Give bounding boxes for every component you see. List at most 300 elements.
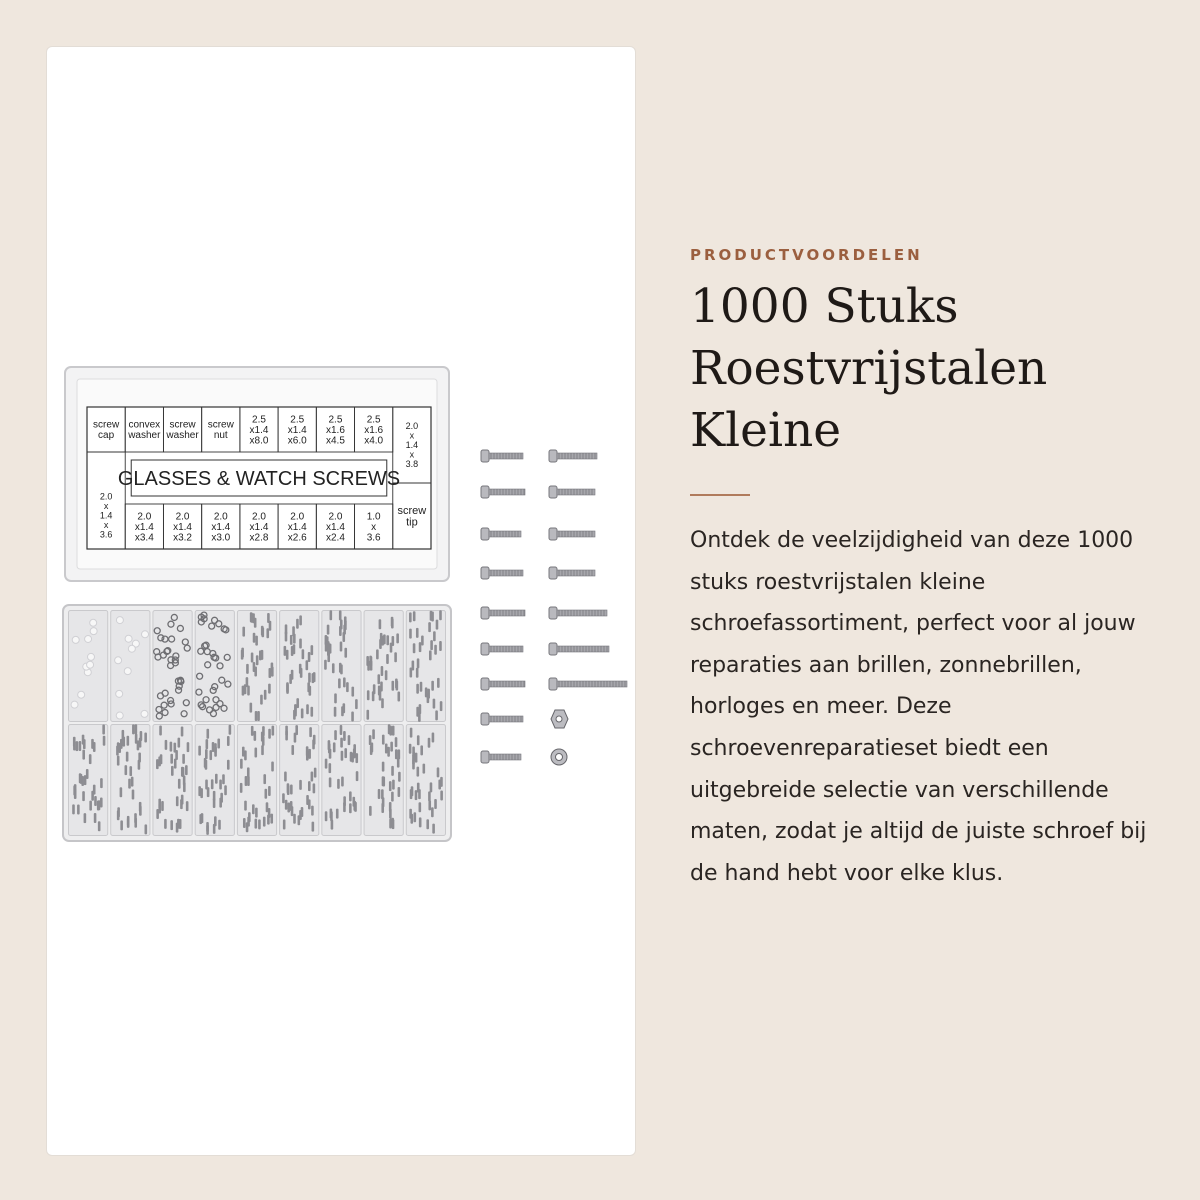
screw-piece [309,686,312,696]
screw-piece [389,781,392,791]
screw-cap-piece [142,631,149,638]
screw-piece [341,706,344,716]
screw-piece [129,766,132,776]
screw-piece [82,750,85,760]
screw-piece [423,764,426,774]
screw-piece [286,650,289,660]
screw-piece [298,815,301,825]
screw-piece [369,806,372,816]
screw-piece [330,610,333,620]
screw-piece [285,624,288,634]
screw-piece [391,681,394,691]
screw-piece [427,693,430,703]
screw-piece [82,735,85,745]
screw-piece [212,742,215,752]
screw-piece [355,753,358,763]
screw-piece [398,787,401,797]
screw-piece [261,745,264,755]
screw-piece [229,725,232,735]
screw-piece [341,776,344,786]
screw-piece [430,782,433,792]
screw-piece [206,729,209,739]
screw-piece [436,620,439,630]
screw-piece [311,645,314,655]
label-cell-text: 1.0 x 3.6 [366,511,381,544]
screw-piece [264,690,267,700]
label-cell-text: screw washer [166,419,199,441]
screw-piece [419,642,422,652]
label-cell-text: screw nut [207,419,234,441]
sample-screw-shaft [489,610,525,616]
screw-piece [367,690,370,700]
screw-piece [222,774,225,784]
sample-screw-head [549,528,557,540]
screw-piece [170,742,173,752]
screw-piece [349,803,352,813]
screw-piece [306,704,309,714]
screw-piece [144,732,147,742]
screw-piece [243,818,246,828]
screw-piece [240,759,243,769]
screw-piece [102,725,105,735]
screw-piece [379,619,382,629]
screw-piece [224,785,227,795]
screw-piece [410,728,413,738]
screw-piece [332,663,335,673]
screw-piece [351,752,354,762]
screw-piece [178,779,181,789]
screw-piece [413,643,416,653]
screw-piece [299,780,302,790]
screw-piece [179,819,182,829]
tray-compartment [111,611,150,722]
screw-piece [397,758,400,768]
screw-piece [253,633,256,643]
screw-piece [308,673,311,683]
screw-piece [267,613,270,623]
screw-piece [327,625,330,635]
screw-piece [292,626,295,636]
screw-piece [426,819,429,829]
screw-piece [344,648,347,658]
screw-piece [286,682,289,692]
screw-piece [252,804,255,814]
screw-piece [263,774,266,784]
screw-kit-image [47,47,635,1155]
screw-piece [245,776,248,786]
screw-piece [324,660,327,670]
screw-piece [79,773,82,783]
screw-cap-piece [85,635,92,642]
screw-piece [140,731,143,741]
screw-piece [252,613,255,623]
screw-piece [379,639,382,649]
screw-piece [180,799,183,809]
screw-piece [308,749,311,759]
screw-piece [254,731,257,741]
screw-piece [372,729,375,739]
screw-cap-piece [87,653,94,660]
screw-piece [421,635,424,645]
screw-piece [244,684,247,694]
screw-piece [299,638,302,648]
sample-screw-head [481,567,489,579]
screw-piece [214,816,217,826]
screw-piece [340,619,343,629]
screw-piece [385,670,388,680]
screw-piece [416,628,419,638]
screw-piece [295,725,298,735]
screw-piece [84,775,87,785]
screw-piece [290,635,293,645]
screw-piece [419,704,422,714]
screw-piece [371,742,374,752]
screw-piece [334,693,337,703]
screw-piece [409,629,412,639]
screw-cap-piece [90,619,97,626]
screw-piece [120,820,123,830]
sample-screw-head [481,713,489,725]
screw-piece [334,707,337,717]
screw-piece [176,796,179,806]
screw-piece [308,652,311,662]
screw-piece [343,802,346,812]
screw-piece [241,650,244,660]
screw-piece [76,741,79,751]
screw-piece [308,799,311,809]
screw-piece [391,766,394,776]
screw-piece [351,687,354,697]
screw-piece [440,790,443,800]
screw-piece [132,724,135,734]
screw-piece [94,813,97,823]
screw-piece [125,765,128,775]
screw-piece [378,789,381,799]
screw-piece [377,674,380,684]
screw-piece [206,739,209,749]
screw-piece [433,631,436,641]
screw-piece [246,664,249,674]
sample-screw-shaft [489,489,525,495]
screw-piece [240,783,243,793]
screw-piece [82,791,85,801]
screw-cap-piece [116,617,123,624]
screw-piece [205,779,208,789]
screw-piece [209,750,212,760]
screw-piece [89,801,92,811]
label-card [87,407,431,549]
label-cell-text: 2.0 x1.4 x2.8 [249,511,269,544]
divider [690,494,750,496]
screw-piece [338,678,341,688]
screw-piece [339,610,342,620]
screw-piece [396,633,399,643]
screw-piece [127,818,130,828]
screw-piece [283,820,286,830]
screw-piece [262,726,265,736]
screw-piece [356,771,359,781]
screw-piece [343,625,346,635]
screw-piece [381,789,384,799]
screw-piece [431,807,434,817]
screw-piece [268,684,271,694]
screw-piece [98,821,101,831]
screw-piece [211,779,214,789]
screw-piece [219,779,222,789]
screw-piece [247,685,250,695]
screw-piece [296,619,299,629]
screw-piece [117,807,120,817]
screw-piece [91,739,94,749]
screw-piece [134,813,137,823]
screw-piece [265,789,268,799]
screw-piece [132,789,135,799]
screw-piece [272,726,275,736]
screw-cap-piece [90,628,97,635]
sample-screw-head [481,450,489,462]
screw-piece [296,698,299,708]
sample-screws [481,450,627,765]
screw-piece [258,819,261,829]
screw-piece [415,753,418,763]
screw-piece [312,822,315,832]
screw-piece [382,735,385,745]
screw-piece [382,762,385,772]
screw-piece [170,820,173,830]
screw-piece [126,752,129,762]
screw-piece [247,817,250,827]
sample-screw-head [481,678,489,690]
screw-piece [259,650,262,660]
screw-piece [74,789,77,799]
screw-piece [127,736,130,746]
screw-piece [293,644,296,654]
screw-piece [387,747,390,757]
screw-piece [376,649,379,659]
screw-piece [417,767,420,777]
screw-piece [158,756,161,766]
screw-piece [89,754,92,764]
screw-piece [255,819,258,829]
screw-piece [346,682,349,692]
screw-piece [313,783,316,793]
screw-piece [227,736,230,746]
screw-piece [419,802,422,812]
sample-screw-head [549,607,557,619]
screw-piece [431,681,434,691]
screw-piece [302,649,305,659]
screw-piece [391,792,394,802]
screw-piece [100,778,103,788]
screw-piece [94,796,97,806]
screw-piece [386,635,389,645]
screw-piece [181,727,184,737]
screw-piece [336,809,339,819]
screw-piece [396,680,399,690]
screw-piece [255,808,258,818]
screw-piece [415,790,418,800]
screw-piece [263,817,266,827]
screw-piece [328,643,331,653]
tray-compartment [153,725,192,836]
screw-piece [340,738,343,748]
screw-piece [214,743,217,753]
screw-piece [382,777,385,787]
label-cell-text: 2.5 x1.4 x6.0 [287,414,307,447]
screw-piece [343,677,346,687]
sample-screw-shaft [489,681,525,687]
screw-piece [290,784,293,794]
screw-piece [254,747,257,757]
screw-piece [91,791,94,801]
screw-cap-piece [128,645,135,652]
screw-piece [170,754,173,764]
screw-piece [287,803,290,813]
screw-piece [293,814,296,824]
sample-screw-head [549,643,557,655]
label-cell-text: 2.0 x1.4 x3.2 [173,511,193,544]
screw-piece [395,749,398,759]
screw-piece [309,727,312,737]
screw-piece [379,691,382,701]
screw-piece [242,747,245,757]
screw-piece [268,729,271,739]
screw-piece [329,777,332,787]
screw-piece [242,627,245,637]
label-cell-text: 2.0 x 1.4 x 3.8 [405,421,419,469]
screw-piece [333,742,336,752]
screw-piece [186,801,189,811]
screw-piece [339,663,342,673]
screw-piece [420,745,423,755]
sample-screw-head [481,751,489,763]
screw-piece [381,698,384,708]
benefits-section [690,246,1160,894]
screw-piece [79,741,82,751]
sample-nut-hole [556,716,562,722]
screw-piece [255,711,258,721]
sample-screw-head [549,450,557,462]
screw-piece [306,746,309,756]
screw-piece [397,691,400,701]
screw-piece [351,711,354,721]
screw-piece [117,756,120,766]
screw-piece [122,737,125,747]
screw-piece [182,754,185,764]
screw-piece [198,786,201,796]
screw-piece [428,791,431,801]
screw-piece [372,691,375,701]
screw-piece [73,737,76,747]
screw-piece [344,748,347,758]
product-description: Ontdek de veelzijdigheid van deze 1000 stuks roestvrijstalen kleine schroefassortiment, perfect voor al jouw reparaties aan brillen, zonnebrillen, horloges en meer. Deze schroevenreparatieset biedt een uitgebreide selectie van verschillende maten, zodat je altijd de juiste schroef bij de hand hebt voor elke klus. [690,528,1147,886]
screw-piece [204,758,207,768]
product-image-card [46,46,636,1156]
screw-piece [418,789,421,799]
screw-piece [428,800,431,810]
screw-piece [431,611,434,621]
screw-piece [355,699,358,709]
screw-piece [255,636,258,646]
screw-piece [185,765,188,775]
screw-piece [389,802,392,812]
screw-piece [270,814,273,824]
screw-piece [84,813,87,823]
screw-piece [386,654,389,664]
screw-piece [429,650,432,660]
screw-piece [182,767,185,777]
screw-piece [156,759,159,769]
screw-piece [439,641,442,651]
screw-piece [412,759,415,769]
label-cell-text: screw tip [397,504,427,529]
screw-piece [215,774,218,784]
screw-cap-piece [87,661,94,668]
screw-piece [394,652,397,662]
screw-piece [340,725,343,735]
screw-cap-piece [124,668,131,675]
label-cell-text: 2.5 x1.6 x4.5 [325,414,345,447]
screw-piece [306,660,309,670]
screw-piece [413,611,416,621]
screw-piece [282,793,285,803]
screw-cap-piece [115,657,122,664]
screw-piece [348,735,351,745]
screw-piece [417,658,420,668]
sample-screw-head [481,486,489,498]
screw-piece [433,699,436,709]
screw-piece [395,737,398,747]
screw-piece [268,786,271,796]
screw-piece [385,744,388,754]
screw-piece [313,672,316,682]
screw-piece [285,800,288,810]
screw-piece [311,771,314,781]
screw-cap-piece [141,710,148,717]
screw-piece [138,760,141,770]
product-title: 1000 Stuks Roestvrijstalen Kleine [690,279,1048,458]
screw-piece [366,710,369,720]
screw-piece [432,824,435,834]
screw-piece [164,819,167,829]
screw-piece [440,701,443,711]
section-eyebrow: PRODUCTVOORDELEN [690,246,923,264]
screw-piece [311,806,314,816]
screw-piece [430,640,433,650]
screw-piece [314,768,317,778]
screw-piece [287,785,290,795]
screw-piece [213,791,216,801]
screw-piece [161,801,164,811]
label-cell-text: 2.5 x1.6 x4.0 [364,414,384,447]
screw-piece [175,750,178,760]
screw-piece [139,802,142,812]
screw-piece [299,664,302,674]
screw-piece [251,726,254,736]
screw-piece [135,724,138,734]
screw-piece [414,812,417,822]
screw-cap-piece [125,635,132,642]
screw-piece [206,825,209,835]
screw-piece [81,776,84,786]
screw-piece [120,787,123,797]
screw-piece [411,786,414,796]
screw-piece [284,646,287,656]
label-cell-text: 2.5 x1.4 x8.0 [249,414,269,447]
screw-piece [198,746,201,756]
label-cell-text: 2.0 x 1.4 x 3.6 [99,491,113,540]
screw-piece [437,678,440,688]
